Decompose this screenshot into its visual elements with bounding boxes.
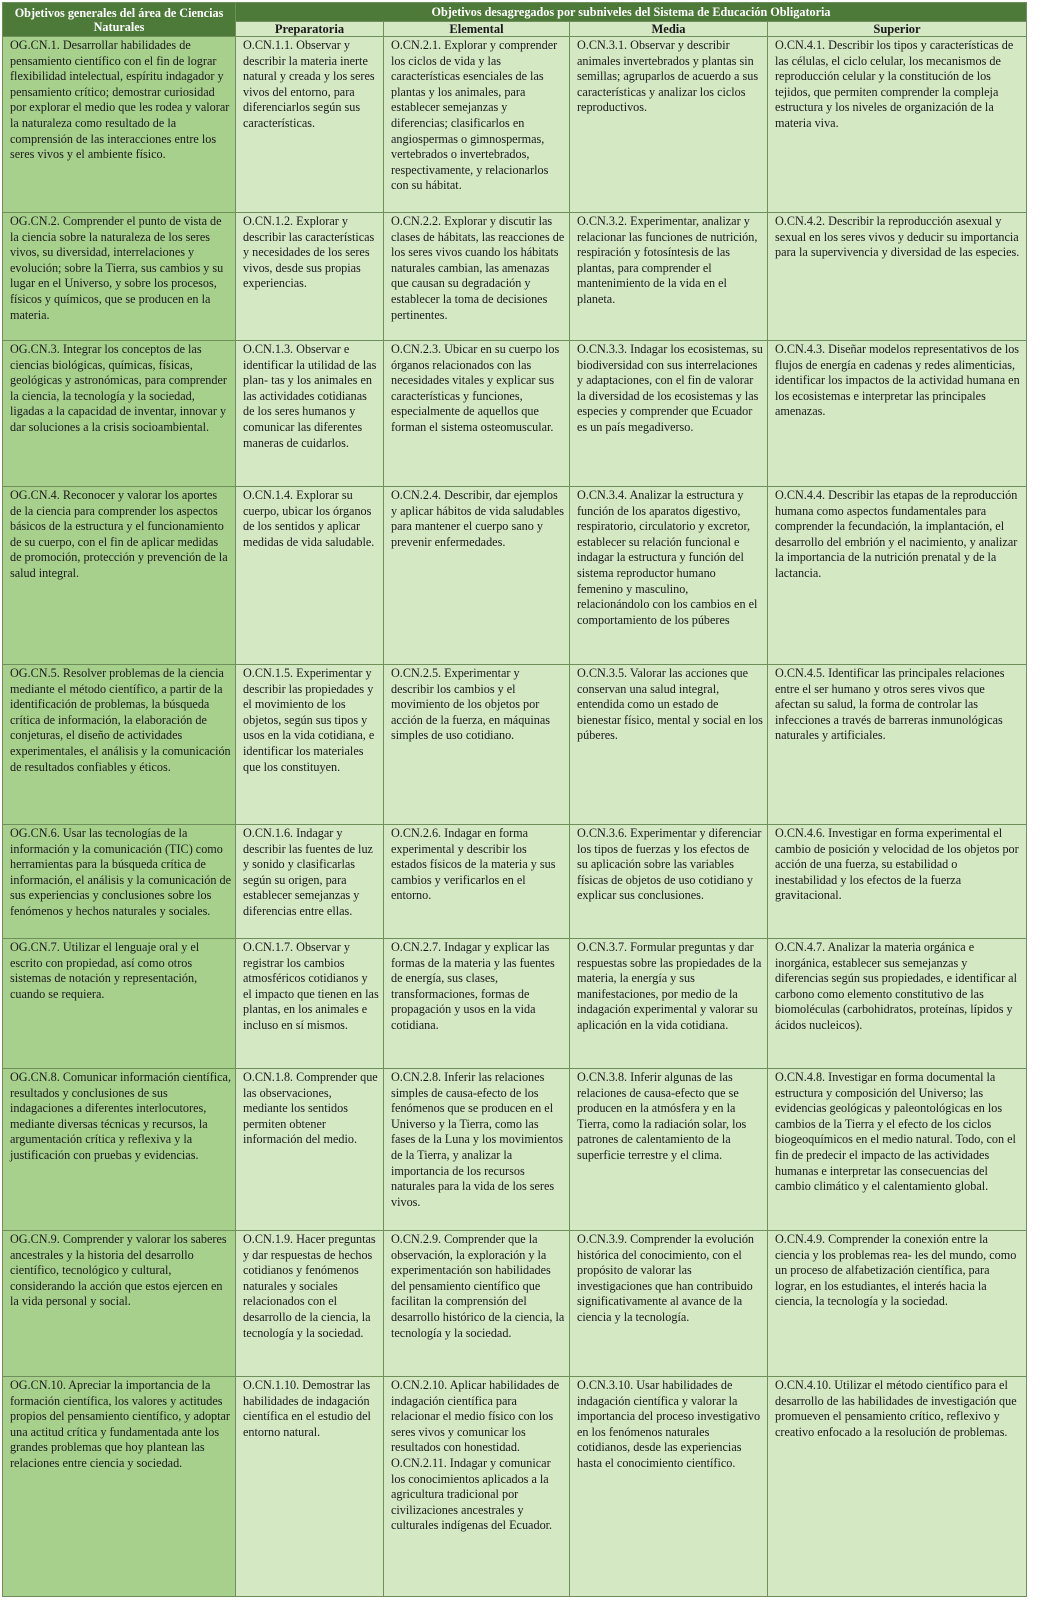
general-objective-cell: OG.CN.8. Comunicar información científica, resultados y conclusiones de sus indagaciones a diferentes interlocutores, mediante diversas técnicas y recursos, la argumentación crítica y reflexiva y la justificación con pruebas y evidencias. <box>3 1069 236 1231</box>
preparatoria-objective-cell: O.CN.1.6. Indagar y describir las fuentes de luz y sonido y clasificarlas según su origen, para establecer semejanzas y diferencias entre ellas. <box>236 825 384 939</box>
superior-objective-cell: O.CN.4.5. Identificar las principales relaciones entre el ser humano y otros seres vivos que afectan su salud, la forma de controlar las infecciones a través de barreras inmunológicas naturales y artificiales. <box>768 665 1027 825</box>
table-row <box>3 213 1027 341</box>
elemental-objective-cell: O.CN.2.8. Inferir las relaciones simples de causa-efecto de los fenómenos que se producen en el Universo y la Tierra, como las fases de la Luna y los movimientos de la Tierra, y analizar la importancia de los recursos naturales para la vida de los seres vivos. <box>384 1069 570 1231</box>
media-objective-cell: O.CN.3.2. Experimentar, analizar y relacionar las funciones de nutrición, respiración y fotosíntesis de las plantas, para comprender el mantenimiento de la vida en el planeta. <box>570 213 768 341</box>
preparatoria-objective-cell: O.CN.1.7. Observar y registrar los cambios atmosféricos cotidianos y el impacto que tienen en las plantas, en los animales e incluso en sí mismos. <box>236 939 384 1069</box>
media-objective-cell: O.CN.3.6. Experimentar y diferenciar los tipos de fuerzas y los efectos de su aplicación sobre las variables físicas de objetos de uso cotidiano y explicar sus conclusiones. <box>570 825 768 939</box>
superior-objective-cell: O.CN.4.8. Investigar en forma documental la estructura y composición del Universo; las evidencias geológicas y paleontológicas en los cambios de la Tierra y el efecto de los ciclos biogeoquímicos en el medio natural. Todo, con el fin de predecir el impacto de las actividades humanas e interpretar las consecuencias del cambio climático y el calentamiento global. <box>768 1069 1027 1231</box>
media-objective-cell: O.CN.3.8. Inferir algunas de las relaciones de causa-efecto que se producen en la atmósfera y en la Tierra, como la radiación solar, los patrones de calentamiento de la superficie terrestre y el clima. <box>570 1069 768 1231</box>
elemental-objective-cell: O.CN.2.6. Indagar en forma experimental y describir los estados físicos de la materia y sus cambios y verificarlos en el entorno. <box>384 825 570 939</box>
general-objective-cell: OG.CN.7. Utilizar el lenguaje oral y el escrito con propiedad, así como otros sistemas de notación y representación, cuando se requiera. <box>3 939 236 1069</box>
header-row-main <box>3 3 1027 22</box>
preparatoria-objective-cell: O.CN.1.9. Hacer preguntas y dar respuestas de hechos cotidianos y fenómenos naturales y sociales relacionados con el desarrollo de la ciencia, la tecnología y la sociedad. <box>236 1231 384 1377</box>
general-objective-cell: OG.CN.2. Comprender el punto de vista de la ciencia sobre la naturaleza de los seres vivos, su diversidad, interrelaciones y evolución; sobre la Tierra, sus cambios y su lugar en el Universo, y sobre los procesos, físicos y químicos, que se producen en la materia. <box>3 213 236 341</box>
media-objective-cell: O.CN.3.9. Comprender la evolución histórica del conocimiento, con el propósito de valorar las investigaciones que han contribuido significativamente al avance de la ciencia y la tecnología. <box>570 1231 768 1377</box>
media-objective-cell: O.CN.3.7. Formular preguntas y dar respuestas sobre las propiedades de la materia, la energía y sus manifestaciones, por medio de la indagación experimental y valorar su aplicación en la vida cotidiana. <box>570 939 768 1069</box>
general-objective-cell: OG.CN.10. Apreciar la importancia de la formación científica, los valores y actitudes propios del pensamiento científico, y adoptar una actitud crítica y fundamentada ante los grandes problemas que hoy plantean las relaciones entre ciencia y sociedad. <box>3 1377 236 1597</box>
preparatoria-objective-cell: O.CN.1.1. Observar y describir la materia inerte natural y creada y los seres vivos del entorno, para diferenciarlos según sus características. <box>236 37 384 213</box>
preparatoria-objective-cell: O.CN.1.2. Explorar y describir las características y necesidades de los seres vivos, desde sus propias experiencias. <box>236 213 384 341</box>
preparatoria-objective-cell: O.CN.1.4. Explorar su cuerpo, ubicar los órganos de los sentidos y aplicar medidas de vida saludable. <box>236 487 384 665</box>
table-row <box>3 1069 1027 1231</box>
superior-objective-cell: O.CN.4.10. Utilizar el método científico para el desarrollo de las habilidades de investigación que promueven el pensamiento crítico, reflexivo y creativo enfocado a la resolución de problemas. <box>768 1377 1027 1597</box>
table-row <box>3 1231 1027 1377</box>
media-objective-cell: O.CN.3.1. Observar y describir animales invertebrados y plantas sin semillas; agruparlos de acuerdo a sus características y analizar los ciclos reproductivos. <box>570 37 768 213</box>
general-objective-cell: OG.CN.4. Reconocer y valorar los aportes de la ciencia para comprender los aspectos básicos de la estructura y el funcionamiento de su cuerpo, con el fin de aplicar medidas de promoción, protección y prevención de la salud integral. <box>3 487 236 665</box>
media-objective-cell: O.CN.3.10. Usar habilidades de indagación científica y valorar la importancia del proceso investigativo en los fenómenos naturales cotidianos, desde las experiencias hasta el conocimiento científico. <box>570 1377 768 1597</box>
media-objective-cell: O.CN.3.4. Analizar la estructura y función de los aparatos digestivo, respiratorio, circulatorio y excretor, establecer su relación funcional e indagar la estructura y función del sistema reproductor humano femenino y masculino, relacionándolo con los cambios en el comportamiento de los púberes <box>570 487 768 665</box>
general-objective-cell: OG.CN.1. Desarrollar habilidades de pensamiento científico con el fin de lograr flexibilidad intelectual, espíritu indagador y pensamiento crítico; demostrar curiosidad por explorar el medio que les rodea y valorar la naturaleza como resultado de la comprensión de las interacciones entre los seres vivos y el ambiente físico. <box>3 37 236 213</box>
table-row <box>3 665 1027 825</box>
header-disaggregated-objectives: Objetivos desagregados por subniveles del Sistema de Educación Obligatoria <box>236 3 1027 22</box>
table-row <box>3 341 1027 487</box>
superior-objective-cell: O.CN.4.6. Investigar en forma experimental el cambio de posición y velocidad de los objetos por acción de una fuerza, su estabilidad o inestabilidad y los efectos de la fuerza gravitacional. <box>768 825 1027 939</box>
elemental-objective-cell: O.CN.2.1. Explorar y comprender los ciclos de vida y las características esenciales de las plantas y los animales, para establecer semejanzas y diferencias; clasificarlos en angiospermas o gimnospermas, vertebrados o invertebrados, respectivamente, y relacionarlos con su hábitat. <box>384 37 570 213</box>
header-level-media: Media <box>570 22 768 37</box>
elemental-objective-cell: O.CN.2.9. Comprender que la observación, la exploración y la experimentación son habilidades del pensamiento científico que facilitan la comprensión del desarrollo histórico de la ciencia, la tecnología y la sociedad. <box>384 1231 570 1377</box>
superior-objective-cell: O.CN.4.3. Diseñar modelos representativos de los flujos de energía en cadenas y redes alimenticias, identificar los impactos de la actividad humana en los ecosistemas e interpretar las principales amenazas. <box>768 341 1027 487</box>
superior-objective-cell: O.CN.4.1. Describir los tipos y características de las células, el ciclo celular, los mecanismos de reproducción celular y la constitución de los tejidos, que permiten comprender la compleja estructura y los niveles de organización de la materia viva. <box>768 37 1027 213</box>
preparatoria-objective-cell: O.CN.1.5. Experimentar y describir las propiedades y el movimiento de los objetos, según sus tipos y usos en la vida cotidiana, e identificar los materiales que los constituyen. <box>236 665 384 825</box>
elemental-objective-cell: O.CN.2.3. Ubicar en su cuerpo los órganos relacionados con las necesidades vitales y explicar sus características y funciones, especialmente de aquellos que forman el sistema osteomuscular. <box>384 341 570 487</box>
elemental-objective-cell: O.CN.2.4. Describir, dar ejemplos y aplicar hábitos de vida saludables para mantener el cuerpo sano y prevenir enfermedades. <box>384 487 570 665</box>
header-level-superior: Superior <box>768 22 1027 37</box>
preparatoria-objective-cell: O.CN.1.8. Comprender que las observaciones, mediante los sentidos permiten obtener información del medio. <box>236 1069 384 1231</box>
superior-objective-cell: O.CN.4.2. Describir la reproducción asexual y sexual en los seres vivos y deducir su importancia para la supervivencia y diversidad de las especies. <box>768 213 1027 341</box>
table-row <box>3 825 1027 939</box>
elemental-objective-cell: O.CN.2.5. Experimentar y describir los cambios y el movimiento de los objetos por acción de la fuerza, en máquinas simples de uso cotidiano. <box>384 665 570 825</box>
elemental-objective-cell: O.CN.2.2. Explorar y discutir las clases de hábitats, las reacciones de los seres vivos cuando los hábitats naturales cambian, las amenazas que causan su degradación y establecer la toma de decisiones pertinentes. <box>384 213 570 341</box>
table-row <box>3 939 1027 1069</box>
media-objective-cell: O.CN.3.5. Valorar las acciones que conservan una salud integral, entendida como un estado de bienestar físico, mental y social en los púberes. <box>570 665 768 825</box>
header-level-preparatoria: Preparatoria <box>236 22 384 37</box>
preparatoria-objective-cell: O.CN.1.3. Observar e identificar la utilidad de las plan- tas y los animales en las actividades cotidianas de los seres humanos y comunicar las diferentes maneras de cuidarlos. <box>236 341 384 487</box>
media-objective-cell: O.CN.3.3. Indagar los ecosistemas, su biodiversidad con sus interrelaciones y adaptaciones, con el fin de valorar la diversidad de los ecosistemas y las especies y comprender que Ecuador es un país megadiverso. <box>570 341 768 487</box>
superior-objective-cell: O.CN.4.7. Analizar la materia orgánica e inorgánica, establecer sus semejanzas y diferencias según sus propiedades, e identificar al carbono como elemento constitutivo de las biomoléculas (carbohidratos, proteínas, lípidos y ácidos nucleicos). <box>768 939 1027 1069</box>
elemental-objective-text: O.CN.2.10. Aplicar habilidades de indagación científica para relacionar el medio físico con los seres vivos y comunicar los resultados con honestidad. <box>391 1378 560 1455</box>
objectives-table-container <box>2 2 1026 1596</box>
superior-objective-cell: O.CN.4.9. Comprender la conexión entre la ciencia y los problemas rea- les del mundo, como un proceso de alfabetización científica, para lograr, en los estudiantes, el interés hacia la ciencia, la tecnología y la sociedad. <box>768 1231 1027 1377</box>
header-level-elemental: Elemental <box>384 22 570 37</box>
general-objective-cell: OG.CN.9. Comprender y valorar los saberes ancestrales y la historia del desarrollo científico, tecnológico y cultural, considerando la acción que estos ejercen en la vida personal y social. <box>3 1231 236 1377</box>
elemental-objective-cell <box>384 1377 570 1597</box>
superior-objective-cell: O.CN.4.4. Describir las etapas de la reproducción humana como aspectos fundamentales para comprender la fecundación, la implantación, el desarrollo del embrión y el nacimiento, y analizar la importancia de la nutrición prenatal y de la lactancia. <box>768 487 1027 665</box>
table-row <box>3 1377 1027 1597</box>
elemental-objective-cell: O.CN.2.7. Indagar y explicar las formas de la materia y las fuentes de energía, sus clases, transformaciones, formas de propagación y usos en la vida cotidiana. <box>384 939 570 1069</box>
general-objective-cell: OG.CN.3. Integrar los conceptos de las ciencias biológicas, químicas, físicas, geológicas y astronómicas, para comprender la ciencia, la tecnología y la sociedad, ligadas a la capacidad de inventar, innovar y dar soluciones a la crisis socioambiental. <box>3 341 236 487</box>
preparatoria-objective-cell: O.CN.1.10. Demostrar las habilidades de indagación científica en el estudio del entorno natural. <box>236 1377 384 1597</box>
elemental-objective-text-extra: O.CN.2.11. Indagar y comunicar los conocimientos aplicados a la agricultura tradicional por civilizaciones ancestrales y culturales indígenas del Ecuador. <box>391 1455 553 1533</box>
table-row <box>3 37 1027 213</box>
objectives-table <box>2 2 1027 1597</box>
header-general-objectives: Objetivos generales del área de Ciencias Naturales <box>3 3 236 37</box>
general-objective-cell: OG.CN.6. Usar las tecnologías de la información y la comunicación (TIC) como herramientas para la búsqueda crítica de información, el análisis y la comunicación de sus experiencias y conclusiones sobre los fenómenos y hechos naturales y sociales. <box>3 825 236 939</box>
table-row <box>3 487 1027 665</box>
general-objective-cell: OG.CN.5. Resolver problemas de la ciencia mediante el método científico, a partir de la identificación de problemas, la búsqueda crítica de información, la elaboración de conjeturas, el diseño de actividades experimentales, el análisis y la comunicación de resultados confiables y éticos. <box>3 665 236 825</box>
